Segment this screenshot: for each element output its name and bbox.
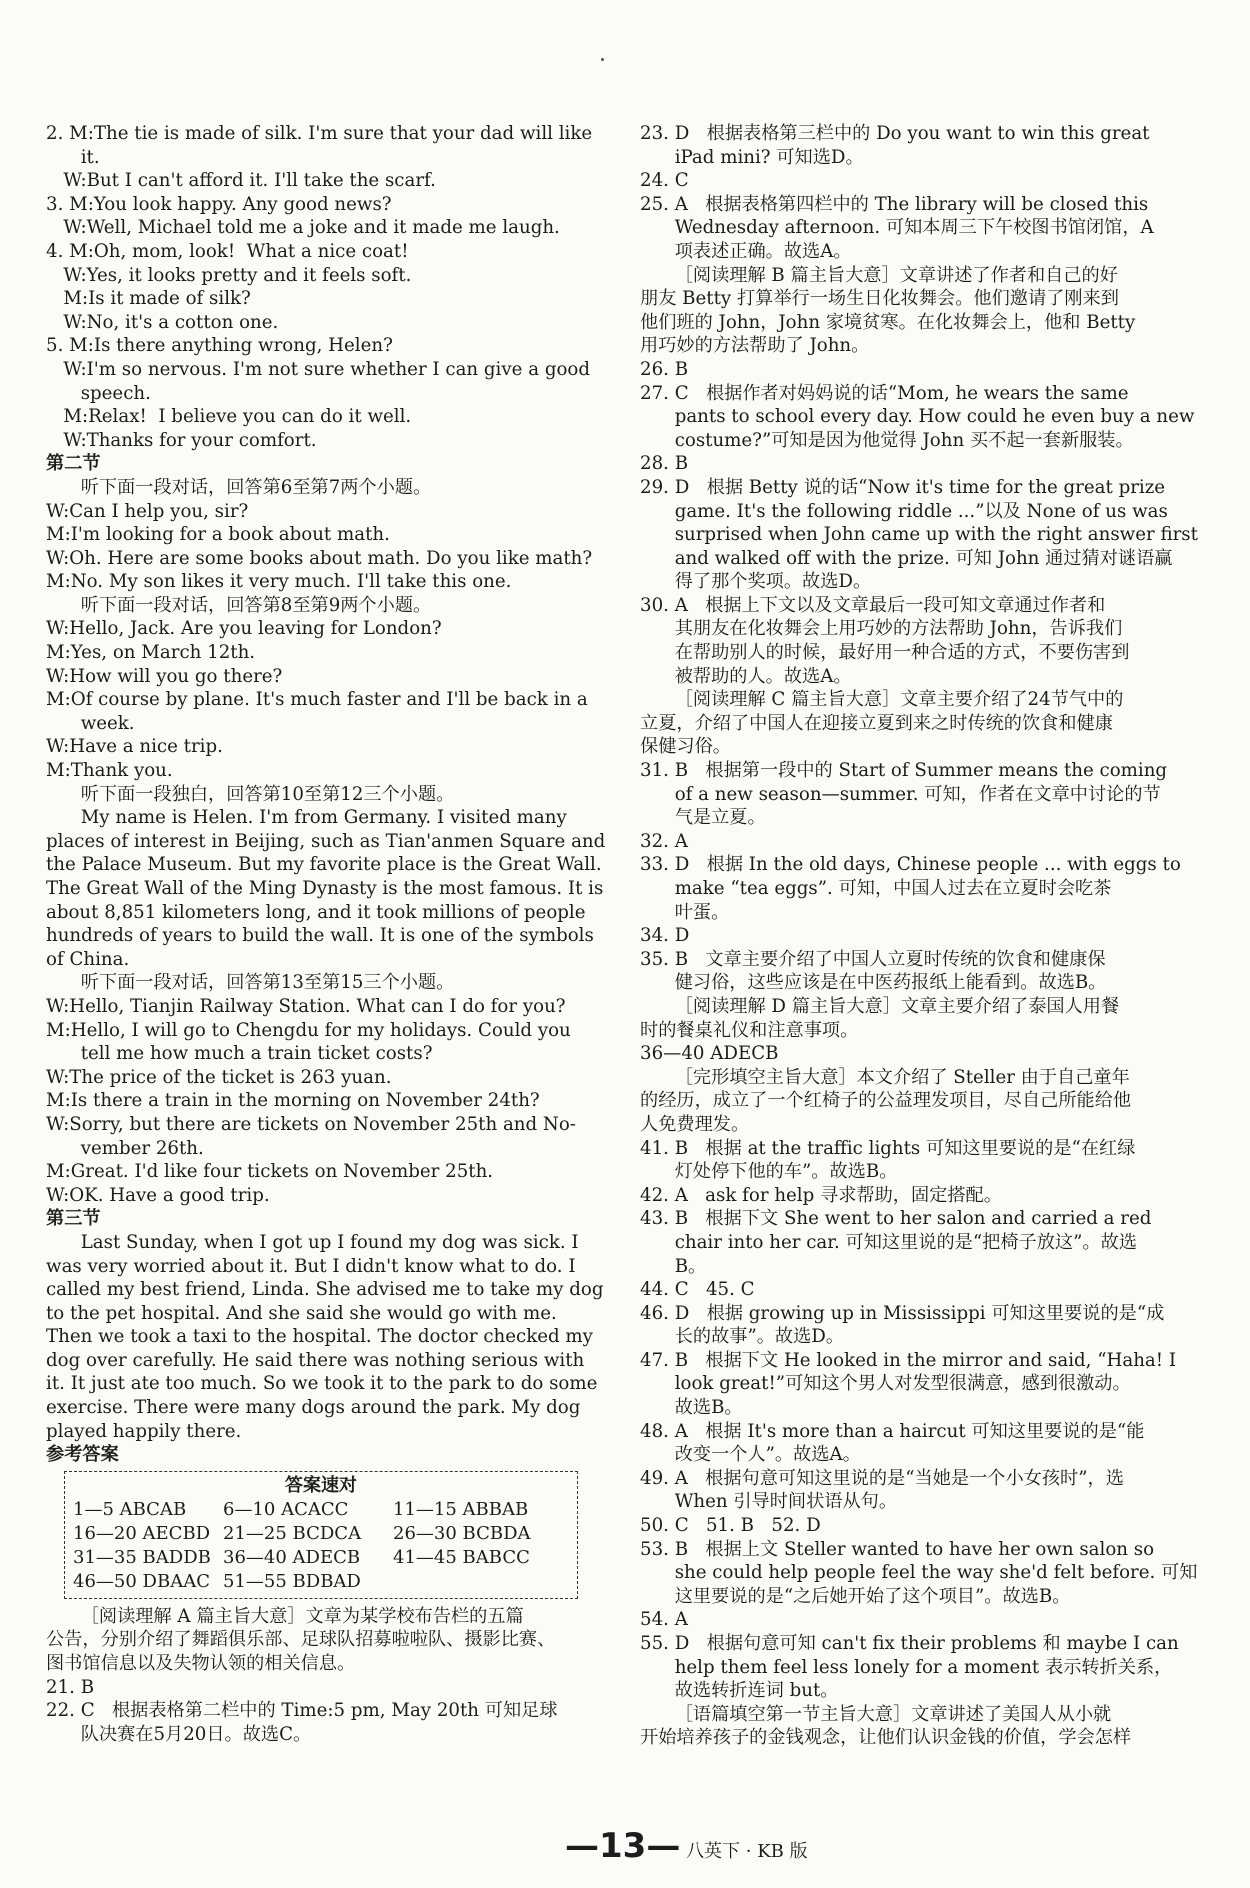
answer-key-box bbox=[64, 1471, 578, 1599]
left-tail-line: 21. B bbox=[46, 1676, 95, 1698]
answers-heading: 参考答案 bbox=[46, 1444, 119, 1466]
right-line: 在帮助别人的时候，最好用一种合适的方式，不要伤害到 bbox=[640, 642, 1130, 664]
left-line: W:How will you go there? bbox=[46, 665, 283, 687]
right-line: 项表述正确。故选A。 bbox=[640, 240, 852, 262]
left-line: W:Yes, it looks pretty and it feels soft. bbox=[46, 264, 412, 286]
answer-key-cell: 11—15 ABBAB bbox=[393, 1498, 529, 1520]
answer-key-cell: 26—30 BCBDA bbox=[393, 1522, 531, 1544]
right-line: 31. B 根据第一段中的 Start of Summer means the coming bbox=[640, 760, 1168, 782]
right-line: ［完形填空主旨大意］本文介绍了 Steller 由于自己童年 bbox=[640, 1066, 1130, 1088]
left-line: tell me how much a train ticket costs? bbox=[46, 1043, 433, 1065]
left-line: 第三节 bbox=[46, 1208, 101, 1230]
right-line: 34. D bbox=[640, 925, 690, 947]
left-line: of China. bbox=[46, 948, 130, 970]
right-line: help them feel less lonely for a moment 表示转折关系， bbox=[640, 1656, 1173, 1678]
left-line: W:Sorry, but there are tickets on November 25th and No- bbox=[46, 1113, 576, 1135]
right-line: 47. B 根据下文 He looked in the mirror and said, “Haha! I bbox=[640, 1349, 1177, 1371]
left-tail-line: 队决赛在5月20日。故选C。 bbox=[46, 1723, 312, 1745]
left-line: W:The price of the ticket is 263 yuan. bbox=[46, 1066, 392, 1088]
left-line: W:Hello, Tianjin Railway Station. What can I do for you? bbox=[46, 995, 566, 1017]
right-line: 43. B 根据下文 She went to her salon and carried a red bbox=[640, 1208, 1152, 1230]
answer-key-cell: 1—5 ABCAB bbox=[73, 1498, 187, 1520]
left-line: dog over carefully. He said there was nothing serious with bbox=[46, 1349, 585, 1371]
left-line: the Palace Museum. But my favorite place is the Great Wall. bbox=[46, 854, 602, 876]
answer-key-cell: 31—35 BADDB bbox=[73, 1546, 211, 1568]
right-line: 被帮助的人。故选A。 bbox=[640, 665, 852, 687]
right-line: ［阅读理解 D 篇主旨大意］文章主要介绍了泰国人用餐 bbox=[640, 995, 1120, 1017]
page-footer bbox=[565, 1826, 808, 1866]
right-line: 54. A bbox=[640, 1609, 688, 1631]
right-line: and walked off with the prize. 可知 John 通过猜对谜语赢 bbox=[640, 547, 1173, 569]
right-line: 25. A 根据表格第四栏中的 The library will be closed this bbox=[640, 193, 1149, 215]
right-line: 27. C 根据作者对妈妈说的话“Mom, he wears the same bbox=[640, 382, 1129, 404]
right-line: 叶蛋。 bbox=[640, 901, 730, 923]
left-tail-line: 图书馆信息以及失物认领的相关信息。 bbox=[46, 1653, 356, 1675]
right-line: Wednesday afternoon. 可知本周三下午校图书馆闭馆，A bbox=[640, 217, 1154, 239]
left-line: places of interest in Beijing, such as Tian'anmen Square and bbox=[46, 830, 606, 852]
right-line: she could help people feel the way she'd felt before. 可知 bbox=[640, 1562, 1198, 1584]
answer-key-cell: 21—25 BCDCA bbox=[223, 1522, 362, 1544]
answer-key-grid bbox=[73, 1498, 569, 1594]
left-column bbox=[46, 122, 606, 1746]
left-line: M:Great. I'd like four tickets on November 25th. bbox=[46, 1161, 494, 1183]
right-line: game. It's the following riddle ...”以及 None of us was bbox=[640, 500, 1168, 522]
right-line: 28. B bbox=[640, 453, 689, 475]
right-line: 立夏，介绍了中国人在迎接立夏到来之时传统的饮食和健康 bbox=[640, 712, 1113, 734]
answer-key-cell: 46—50 DBAAC bbox=[73, 1570, 210, 1592]
left-line: W:Well, Michael told me a joke and it made me laugh. bbox=[46, 217, 560, 239]
left-tail-line: ［阅读理解 A 篇主旨大意］文章为某学校布告栏的五篇 bbox=[46, 1605, 524, 1627]
left-line: M:Is there a train in the morning on November 24th? bbox=[46, 1090, 540, 1112]
right-line: 故选B。 bbox=[640, 1397, 743, 1419]
left-line: it. It just ate too much. So we took it to the park to do some bbox=[46, 1373, 598, 1395]
left-line: My name is Helen. I'm from Germany. I visited many bbox=[46, 807, 567, 829]
left-line: M:Is it made of silk? bbox=[46, 288, 251, 310]
right-line: 灯处停下他的车”。故选B。 bbox=[640, 1161, 898, 1183]
right-line: chair into her car. 可知这里说的是“把椅子放这”。故选 bbox=[640, 1231, 1137, 1253]
left-line: Then we took a taxi to the hospital. The doctor checked my bbox=[46, 1326, 593, 1348]
right-line: ［阅读理解 C 篇主旨大意］文章主要介绍了24节气中的 bbox=[640, 689, 1124, 711]
left-line: exercise. There were many dogs around the park. My dog bbox=[46, 1397, 581, 1419]
right-line: 气是立夏。 bbox=[640, 807, 766, 829]
right-line: 36—40 ADECB bbox=[640, 1043, 779, 1065]
right-line: 42. A ask for help 寻求帮助，固定搭配。 bbox=[640, 1184, 1002, 1206]
right-line: 时的餐桌礼仪和注意事项。 bbox=[640, 1019, 859, 1041]
right-line: 的经历，成立了一个红椅子的公益理发项目，尽自己所能给他 bbox=[640, 1090, 1132, 1112]
right-line: ［语篇填空第一节主旨大意］文章讲述了美国人从小就 bbox=[640, 1703, 1112, 1725]
left-line: M:Yes, on March 12th. bbox=[46, 642, 256, 664]
left-line: 5. M:Is there anything wrong, Helen? bbox=[46, 335, 393, 357]
answer-key-cell: 51—55 BDBAD bbox=[223, 1570, 361, 1592]
answer-key-cell: 36—40 ADECB bbox=[223, 1546, 361, 1568]
right-line: iPad mini? 可知选D。 bbox=[640, 146, 864, 168]
right-line: 29. D 根据 Betty 说的话“Now it's time for the great prize bbox=[640, 476, 1166, 498]
right-line: 长的故事”。故选D。 bbox=[640, 1326, 845, 1348]
page-speck bbox=[601, 58, 604, 61]
left-line: 2. M:The tie is made of silk. I'm sure that your dad will like bbox=[46, 123, 593, 144]
left-line: 听下面一段对话，回答第6至第7两个小题。 bbox=[46, 476, 432, 498]
right-line: 32. A bbox=[640, 830, 688, 852]
right-line: 改变一个人”。故选A。 bbox=[640, 1444, 861, 1466]
right-line: 46. D 根据 growing up in Mississippi 可知这里要说的是“成 bbox=[640, 1302, 1165, 1324]
right-line: 24. C bbox=[640, 170, 689, 192]
right-line: 他们班的 John，John 家境贫寒。在化妆舞会上，他和 Betty bbox=[640, 311, 1136, 333]
answer-key-cell: 41—45 BABCC bbox=[393, 1546, 530, 1568]
left-line: W:Thanks for your comfort. bbox=[46, 429, 317, 451]
right-line: surprised when John came up with the right answer first bbox=[640, 524, 1198, 546]
left-line: played happily there. bbox=[46, 1420, 242, 1442]
left-line: M:Thank you. bbox=[46, 760, 173, 782]
left-line: Last Sunday, when I got up I found my dog was sick. I bbox=[46, 1231, 579, 1253]
right-line: ［阅读理解 B 篇主旨大意］文章讲述了作者和自己的好 bbox=[640, 264, 1118, 286]
left-line: vember 26th. bbox=[46, 1137, 204, 1159]
right-line: 故选转折连词 but。 bbox=[640, 1680, 839, 1702]
page-number: —13— bbox=[565, 1826, 681, 1866]
right-line: 其朋友在化妆舞会上用巧妙的方法帮助 John，告诉我们 bbox=[640, 618, 1123, 640]
left-line: W:OK. Have a good trip. bbox=[46, 1184, 270, 1206]
left-line: speech. bbox=[46, 382, 151, 404]
answer-key-cell: 16—20 AECBD bbox=[73, 1522, 211, 1544]
answer-key-title: 答案速对 bbox=[285, 1474, 357, 1496]
left-line: M:I'm looking for a book about math. bbox=[46, 524, 390, 546]
left-line: 第二节 bbox=[46, 453, 101, 475]
left-line: W:No, it's a cotton one. bbox=[46, 311, 279, 333]
left-tail-line: 公告，分别介绍了舞蹈俱乐部、足球队招募啦啦队、摄影比赛、 bbox=[46, 1629, 556, 1651]
right-line: 35. B 文章主要介绍了中国人立夏时传统的饮食和健康保 bbox=[640, 948, 1106, 970]
left-line: hundreds of years to build the wall. It is one of the symbols bbox=[46, 925, 594, 947]
right-line: costume?”可知是因为他觉得 John 买不起一套新服装。 bbox=[640, 429, 1134, 451]
left-line: M:Hello, I will go to Chengdu for my holidays. Could you bbox=[46, 1019, 571, 1041]
left-line: 听下面一段对话，回答第8至第9两个小题。 bbox=[46, 594, 432, 616]
answer-key-cell: 6—10 ACACC bbox=[223, 1498, 349, 1520]
right-line: look great!”可知这个男人对发型很满意，感到很激动。 bbox=[640, 1373, 1131, 1395]
right-line: 44. C 45. C bbox=[640, 1279, 755, 1301]
right-line: When 引导时间状语从句。 bbox=[640, 1491, 898, 1513]
left-line: The Great Wall of the Ming Dynasty is the most famous. It is bbox=[46, 878, 604, 899]
left-line: 听下面一段对话，回答第13至第15三个小题。 bbox=[46, 972, 455, 994]
right-line: 这里要说的是“之后她开始了这个项目”。故选B。 bbox=[640, 1585, 1071, 1607]
left-line: W:Have a nice trip. bbox=[46, 736, 223, 758]
left-line: M:Of course by plane. It's much faster and I'll be back in a bbox=[46, 689, 588, 711]
right-line: 48. A 根据 It's more than a haircut 可知这里要说的是“能 bbox=[640, 1420, 1145, 1442]
right-line: 33. D 根据 In the old days, Chinese people ... with eggs to bbox=[640, 854, 1181, 876]
left-line: called my best friend, Linda. She advised me to take my dog bbox=[46, 1279, 604, 1301]
right-line: 人免费理发。 bbox=[640, 1113, 750, 1135]
left-line: to the pet hospital. And she said she would go with me. bbox=[46, 1302, 557, 1324]
left-line: W:Can I help you, sir? bbox=[46, 500, 249, 522]
left-tail-line: 22. C 根据表格第二栏中的 Time:5 pm, May 20th 可知足球 bbox=[46, 1700, 558, 1722]
left-line: was very worried about it. But I didn't know what to do. I bbox=[46, 1255, 576, 1277]
left-line: about 8,851 kilometers long, and it took millions of people bbox=[46, 901, 586, 923]
right-line: 23. D 根据表格第三栏中的 Do you want to win this great bbox=[640, 123, 1150, 144]
left-line: week. bbox=[46, 712, 135, 734]
left-line: 听下面一段独白，回答第10至第12三个小题。 bbox=[46, 783, 455, 805]
right-line: 健习俗，这些应该是在中医药报纸上能看到。故选B。 bbox=[640, 972, 1107, 994]
left-line: W:I'm so nervous. I'm not sure whether I can give a good bbox=[46, 358, 590, 380]
right-line: 得了那个奖项。故选D。 bbox=[640, 571, 872, 593]
left-line: M:Relax! I believe you can do it well. bbox=[46, 406, 412, 428]
left-line: M:No. My son likes it very much. I'll take this one. bbox=[46, 571, 512, 593]
right-line: 用巧妙的方法帮助了 John。 bbox=[640, 335, 870, 357]
left-line: 3. M:You look happy. Any good news? bbox=[46, 193, 392, 215]
right-line: 41. B 根据 at the traffic lights 可知这里要说的是“在红绿 bbox=[640, 1137, 1136, 1159]
right-line: pants to school every day. How could he even buy a new bbox=[640, 406, 1195, 428]
right-line: 49. A 根据句意可知这里说的是“当她是一个小女孩时”，选 bbox=[640, 1467, 1124, 1489]
right-line: 30. A 根据上下文以及文章最后一段可知文章通过作者和 bbox=[640, 594, 1106, 616]
answer-key-cell bbox=[393, 1570, 563, 1594]
left-line: W:Oh. Here are some books about math. Do you like math? bbox=[46, 547, 593, 569]
right-line: 53. B 根据上文 Steller wanted to have her own salon so bbox=[640, 1538, 1155, 1560]
right-line: 50. C 51. B 52. D bbox=[640, 1515, 821, 1537]
right-line: of a new season—summer. 可知，作者在文章中讨论的节 bbox=[640, 783, 1161, 805]
right-line: 保健习俗。 bbox=[640, 736, 731, 758]
right-line: 55. D 根据句意可知 can't fix their problems 和 maybe I can bbox=[640, 1633, 1179, 1654]
right-column bbox=[640, 122, 1202, 1750]
right-line: 26. B bbox=[640, 358, 689, 380]
left-line: W:Hello, Jack. Are you leaving for London? bbox=[46, 618, 442, 640]
right-line: 朋友 Betty 打算举行一场生日化妆舞会。他们邀请了刚来到 bbox=[640, 288, 1119, 310]
left-line: W:But I can't afford it. I'll take the scarf. bbox=[46, 170, 436, 192]
right-line: 开始培养孩子的金钱观念，让他们认识金钱的价值，学会怎样 bbox=[640, 1727, 1132, 1749]
left-line: 4. M:Oh, mom, look! What a nice coat! bbox=[46, 240, 409, 262]
edition-label: 八英下 · KB 版 bbox=[686, 1841, 808, 1862]
right-line: make “tea eggs”. 可知，中国人过去在立夏时会吃茶 bbox=[640, 878, 1112, 899]
right-line: B。 bbox=[640, 1255, 707, 1277]
left-line: it. bbox=[46, 146, 100, 168]
